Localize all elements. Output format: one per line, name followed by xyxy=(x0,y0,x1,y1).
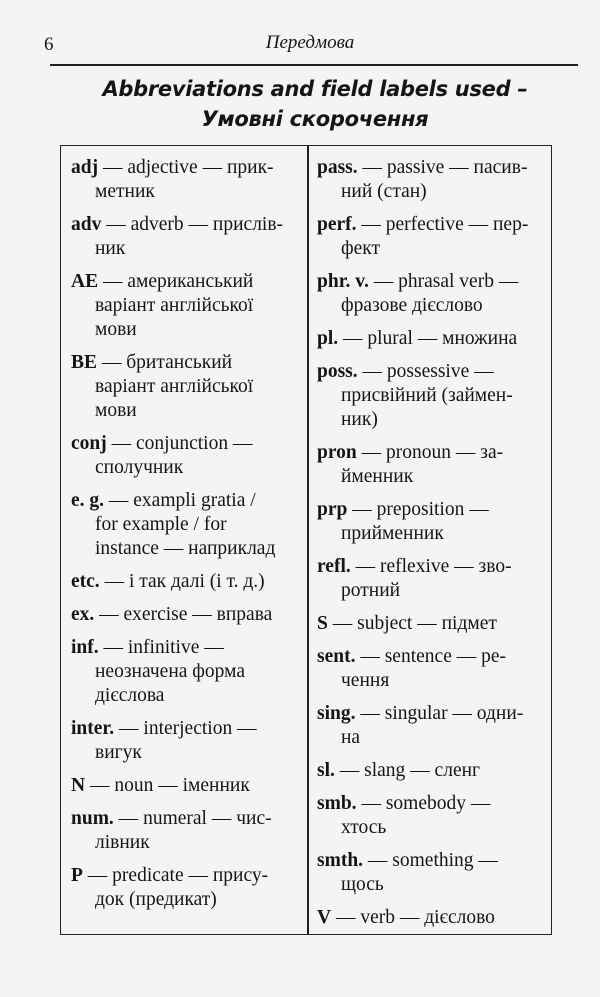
abbreviation-definition: — numeral — чис- xyxy=(113,808,272,829)
abbreviation-term: adj xyxy=(71,157,99,178)
entry-first-line xyxy=(317,360,549,384)
definition-continuation: йменник xyxy=(341,466,414,487)
right-column xyxy=(317,156,549,939)
abbreviation-definition: — phrasal verb — xyxy=(368,271,519,292)
definition-continuation: дієслова xyxy=(95,685,165,706)
abbreviation-definition: — subject — підмет xyxy=(327,613,497,634)
page-number: 6 xyxy=(44,34,54,55)
entry-first-line xyxy=(317,441,549,465)
entry-first-line xyxy=(317,906,549,930)
entry-first-line xyxy=(317,645,549,669)
abbreviation-definition: — noun — іменник xyxy=(85,775,250,796)
abbreviation-term: refl. xyxy=(317,556,351,577)
abbreviation-term: smth. xyxy=(317,850,364,871)
abbreviation-entry xyxy=(71,603,303,627)
entry-first-line xyxy=(317,759,549,783)
entry-first-line xyxy=(317,156,549,180)
abbreviation-term: BE xyxy=(71,352,98,373)
entry-first-line xyxy=(317,498,549,522)
abbreviation-term: inf. xyxy=(71,637,99,658)
definition-continuation: прийменник xyxy=(341,523,444,544)
abbreviation-entry xyxy=(317,759,549,783)
entry-first-line xyxy=(71,270,303,294)
column-divider xyxy=(307,146,309,934)
abbreviation-term: sent. xyxy=(317,646,356,667)
running-title: Передмова xyxy=(265,32,355,53)
definition-continuation: ник) xyxy=(341,409,378,430)
abbreviation-term: sl. xyxy=(317,760,335,781)
entry-first-line xyxy=(71,807,303,831)
entry-first-line xyxy=(317,612,549,636)
entry-first-line xyxy=(317,213,549,237)
abbreviation-definition: — і так далі (і т. д.) xyxy=(99,571,265,592)
definition-continuation: варіант англійської xyxy=(95,295,254,316)
abbreviation-term: inter. xyxy=(71,718,115,739)
abbreviation-entry xyxy=(71,807,303,855)
definition-continuation: ротний xyxy=(341,580,401,601)
entry-first-line xyxy=(317,849,549,873)
definition-continuation: неозначена форма xyxy=(95,661,245,682)
entry-first-line xyxy=(71,489,303,513)
abbreviation-entry xyxy=(71,570,303,594)
abbreviation-entry xyxy=(317,360,549,432)
abbreviation-definition: — exercise — вправа xyxy=(94,604,273,625)
abbreviation-term: pl. xyxy=(317,328,339,349)
entry-first-line xyxy=(71,717,303,741)
abbreviation-entry xyxy=(317,645,549,693)
abbreviation-definition: — preposition — xyxy=(347,499,489,520)
abbreviation-term: pass. xyxy=(317,157,358,178)
definition-continuation: присвійний (займен- xyxy=(341,385,513,406)
entry-first-line xyxy=(71,774,303,798)
abbreviation-entry xyxy=(317,792,549,840)
entry-first-line xyxy=(71,603,303,627)
abbreviation-entry xyxy=(71,351,303,423)
definition-continuation: фект xyxy=(341,238,381,259)
abbreviation-term: V xyxy=(317,907,332,928)
abbreviation-entry xyxy=(317,213,549,261)
entry-first-line xyxy=(317,327,549,351)
abbreviation-entry xyxy=(317,906,549,930)
abbreviation-entry xyxy=(317,327,549,351)
definition-continuation: instance — наприклад xyxy=(95,538,276,559)
abbreviation-definition: — британський xyxy=(97,352,233,373)
abbreviation-entry xyxy=(71,636,303,708)
section-title-english: Abbreviations and field labels used – xyxy=(102,77,528,101)
definition-continuation: ник xyxy=(95,238,126,259)
abbreviation-entry xyxy=(71,270,303,342)
abbreviation-definition: — slang — сленг xyxy=(334,760,481,781)
abbreviation-term: pron xyxy=(317,442,357,463)
abbreviation-entry xyxy=(317,555,549,603)
abbreviation-entry xyxy=(317,849,549,897)
definition-continuation: лівник xyxy=(95,832,150,853)
abbreviation-definition: — passive — пасив- xyxy=(357,157,528,178)
abbreviation-definition: — pronoun — за- xyxy=(356,442,504,463)
abbreviation-definition: — infinitive — xyxy=(98,637,224,658)
abbreviation-term: ex. xyxy=(71,604,95,625)
abbreviation-definition: — conjunction — xyxy=(106,433,253,454)
abbreviation-definition: — somebody — xyxy=(356,793,491,814)
abbreviation-entry xyxy=(317,441,549,489)
entry-first-line xyxy=(71,432,303,456)
abbreviation-term: poss. xyxy=(317,361,358,382)
abbreviation-term: etc. xyxy=(71,571,100,592)
abbreviation-term: num. xyxy=(71,808,114,829)
abbreviation-definition: — verb — дієслово xyxy=(331,907,495,928)
definition-continuation: ний (стан) xyxy=(341,181,427,202)
entry-first-line xyxy=(71,570,303,594)
abbreviation-definition: — adverb — прислів- xyxy=(101,214,284,235)
abbreviation-definition: — perfective — пер- xyxy=(356,214,529,235)
abbreviation-definition: — possessive — xyxy=(357,361,494,382)
abbreviation-entry xyxy=(317,270,549,318)
entry-first-line xyxy=(71,156,303,180)
abbreviations-table xyxy=(60,145,552,935)
abbreviation-entry xyxy=(71,213,303,261)
abbreviation-entry xyxy=(71,432,303,480)
abbreviation-definition: — interjection — xyxy=(114,718,257,739)
definition-continuation: варіант англійської xyxy=(95,376,254,397)
abbreviation-definition: — американський xyxy=(98,271,254,292)
abbreviation-entry xyxy=(317,156,549,204)
definition-continuation: мови xyxy=(95,400,137,421)
abbreviation-entry xyxy=(71,774,303,798)
entry-first-line xyxy=(71,636,303,660)
abbreviation-definition: — exampli gratia / xyxy=(104,490,256,511)
definition-continuation: фразове дієслово xyxy=(341,295,483,316)
definition-continuation: док (предикат) xyxy=(95,889,217,910)
abbreviation-entry xyxy=(317,498,549,546)
abbreviation-entry xyxy=(71,156,303,204)
abbreviation-entry xyxy=(71,864,303,912)
left-column xyxy=(71,156,303,921)
entry-first-line xyxy=(71,864,303,888)
abbreviation-term: S xyxy=(317,613,328,634)
entry-first-line xyxy=(317,702,549,726)
abbreviation-definition: — sentence — ре- xyxy=(355,646,506,667)
definition-continuation: на xyxy=(341,727,361,748)
entry-first-line xyxy=(317,270,549,294)
abbreviation-definition: — singular — одни- xyxy=(355,703,524,724)
definition-continuation: хтось xyxy=(341,817,387,838)
abbreviation-entry xyxy=(71,489,303,561)
abbreviation-entry xyxy=(317,702,549,750)
abbreviation-entry xyxy=(71,717,303,765)
abbreviation-term: smb. xyxy=(317,793,357,814)
entry-first-line xyxy=(317,792,549,816)
definition-continuation: мови xyxy=(95,319,137,340)
entry-first-line xyxy=(71,213,303,237)
abbreviation-term: P xyxy=(71,865,83,886)
abbreviation-definition: — plural — множина xyxy=(338,328,518,349)
abbreviation-term: perf. xyxy=(317,214,357,235)
abbreviation-term: sing. xyxy=(317,703,356,724)
definition-continuation: чення xyxy=(341,670,390,691)
definition-continuation: щось xyxy=(341,874,384,895)
abbreviation-term: conj xyxy=(71,433,107,454)
definition-continuation: вигук xyxy=(95,742,142,763)
abbreviation-definition: — predicate — прису- xyxy=(82,865,269,886)
abbreviation-term: adv xyxy=(71,214,102,235)
definition-continuation: метник xyxy=(95,181,155,202)
abbreviation-term: AE xyxy=(71,271,99,292)
abbreviation-term: N xyxy=(71,775,86,796)
section-title-ukrainian: Умовні скорочення xyxy=(201,107,429,131)
abbreviation-definition: — reflexive — зво- xyxy=(350,556,512,577)
abbreviation-term: phr. v. xyxy=(317,271,369,292)
abbreviation-definition: — something — xyxy=(363,850,498,871)
definition-continuation: сполучник xyxy=(95,457,184,478)
definition-continuation: for example / for xyxy=(95,514,227,535)
header-rule xyxy=(50,64,578,66)
abbreviation-term: prp xyxy=(317,499,348,520)
entry-first-line xyxy=(317,555,549,579)
entry-first-line xyxy=(71,351,303,375)
abbreviation-entry xyxy=(317,612,549,636)
abbreviation-term: e. g. xyxy=(71,490,105,511)
abbreviation-definition: — adjective — прик- xyxy=(98,157,274,178)
